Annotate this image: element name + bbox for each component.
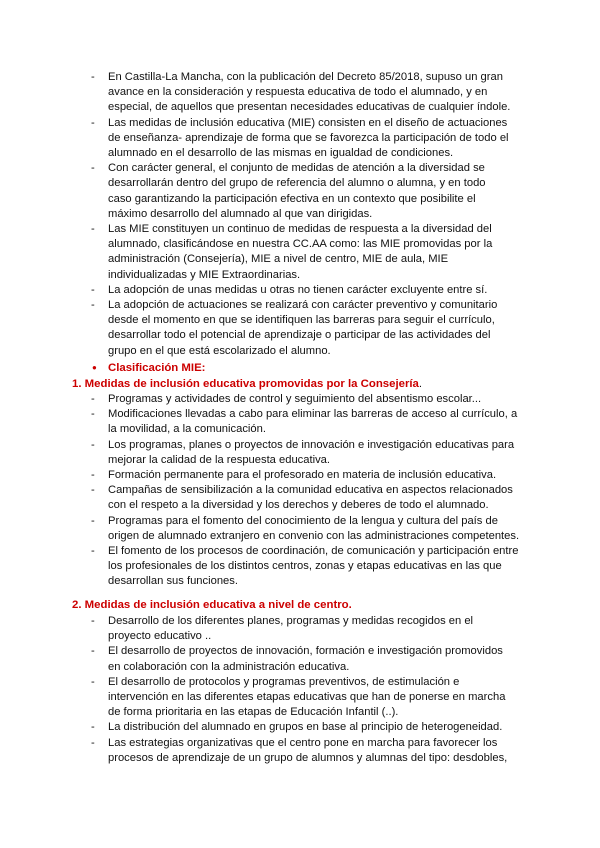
- list-item: [0, 468, 600, 483]
- list-item: [0, 161, 600, 222]
- list-item-text: Las MIE constituyen un continuo de medidas de respuesta a la diversidad del alumnado, clasificándose en nuestra CC.AA como: las MIE promovidas por la administración (Consejería), MIE a nivel de centro, MIE de aula, MIE individualizadas y MIE Extraordinarias.: [108, 223, 493, 281]
- list-item-text: Desarrollo de los diferentes planes, programas y medidas recogidos en el proyecto educativo ..: [108, 615, 474, 643]
- list-item-text: La adopción de unas medidas u otras no tienen carácter excluyente entre sí.: [108, 283, 488, 296]
- list-item-text: Las estrategias organizativas que el centro pone en marcha para favorecer los procesos de aprendizaje de un grupo de alumnos y alumnas del tipo: desdobles,: [108, 736, 508, 764]
- dash-bullet: -: [91, 223, 95, 236]
- list-item-text: Los programas, planes o proyectos de innovación e investigación educativas para mejorar la calidad de la respuesta educativa.: [108, 438, 515, 466]
- dash-bullet: -: [91, 408, 95, 421]
- list-item-text: Campañas de sensibilización a la comunidad educativa en aspectos relacionados con el respeto a la diversidad y los derechos y deberes de todo el alumnado.: [108, 484, 513, 512]
- dash-bullet: -: [91, 514, 95, 527]
- dash-bullet: -: [91, 393, 95, 405]
- list-item: [0, 222, 600, 283]
- list-item: [0, 116, 600, 162]
- list-item-text: Formación permanente para el profesorado en materia de inclusión educativa.: [108, 469, 497, 482]
- list-item-text: Las medidas de inclusión educativa (MIE) consisten en el diseño de actuaciones de enseñanza- aprendizaje de forma que se favorezca la participación de todo el alumnado en el desarrollo de las mismas en igualdad de condiciones.: [108, 116, 509, 160]
- section1-heading: [72, 377, 422, 392]
- red-bullet-icon: ●: [92, 363, 97, 372]
- section2-heading: [72, 598, 352, 613]
- list-item-text: El desarrollo de proyectos de innovación, formación e investigación promovidos en colaboración con la administración educativa.: [108, 645, 503, 673]
- list-item-text: Programas para el fomento del conocimiento de la lengua y cultura del país de origen de alumnado extranjero en convenio con las administraciones competentes.: [108, 514, 520, 542]
- list-item: [0, 298, 600, 359]
- dash-bullet: -: [91, 283, 95, 296]
- dash-bullet: -: [91, 469, 95, 482]
- dash-bullet: -: [91, 645, 95, 658]
- list-item: [0, 407, 600, 437]
- list-item: [0, 675, 600, 721]
- dash-bullet: -: [91, 438, 95, 451]
- section1-list: [0, 392, 600, 590]
- section2-list: [0, 614, 600, 766]
- list-item: [0, 644, 600, 674]
- list-item-text: La adopción de actuaciones se realizará con carácter preventivo y comunitario desde el momento en que se identifiquen las barreras para seguir el currículo, desarrollar todo el potencial de aprendizaje o participar de las actividades del grupo en el que está escolarizado el alumno.: [108, 299, 498, 357]
- dash-bullet: -: [91, 71, 95, 83]
- dash-bullet: -: [91, 675, 95, 688]
- list-item-text: Modificaciones llevadas a cabo para eliminar las barreras de acceso al currículo, a la movilidad, a la comunicación.: [108, 408, 518, 436]
- classification-heading: [92, 360, 205, 376]
- dash-bullet: -: [91, 484, 95, 497]
- list-item: [0, 544, 600, 590]
- section1-title-period: .: [418, 378, 423, 390]
- list-item-text: El fomento de los procesos de coordinación, de comunicación y participación entre los profesionales de los distintos centros, zonas y etapas educativas en las que desarrollan sus funciones.: [108, 545, 519, 588]
- list-item-text: La distribución del alumnado en grupos en base al principio de heterogeneidad.: [108, 721, 503, 734]
- list-item: [0, 720, 600, 735]
- list-item: [0, 283, 600, 298]
- dash-bullet: -: [91, 299, 95, 312]
- intro-list: [0, 70, 600, 359]
- dash-bullet: -: [91, 736, 95, 749]
- list-item: [0, 70, 600, 116]
- list-item: [0, 483, 600, 513]
- dash-bullet: -: [91, 162, 95, 175]
- list-item-text: El desarrollo de protocolos y programas preventivos, de estimulación e intervención en las diferentes etapas educativas que han de ponerse en marcha de forma prioritaria en las etapas de Educación Infantil (..).: [108, 675, 506, 719]
- dash-bullet: -: [91, 116, 95, 129]
- dash-bullet: -: [91, 545, 95, 558]
- list-item: [0, 514, 600, 544]
- list-item-text: En Castilla-La Mancha, con la publicación del Decreto 85/2018, supuso un gran avance en la consideración y respuesta educativa de todo el alumnado, y en especial, de aquellos que presentan necesidades educativas de cualquier índole.: [108, 71, 511, 114]
- list-item-text: Con carácter general, el conjunto de medidas de atención a la diversidad se desarrollarán dentro del grupo de referencia del alumno o alumna, y en todo caso garantizando la participación efectiva en un contexto que posibilite el máximo desarrollo del alumnado al que van dirigidas.: [108, 162, 486, 220]
- list-item: [0, 614, 600, 644]
- section1-title: 1. Medidas de inclusión educativa promovidas por la Consejería: [72, 378, 419, 390]
- list-item: [0, 438, 600, 468]
- classification-title: Clasificación MIE:: [108, 362, 206, 374]
- dash-bullet: -: [91, 615, 95, 627]
- section2-title: 2. Medidas de inclusión educativa a nivel de centro.: [72, 599, 352, 611]
- list-item: [0, 736, 600, 766]
- list-item: [0, 392, 600, 407]
- list-item-text: Programas y actividades de control y seguimiento del absentismo escolar...: [108, 393, 482, 405]
- dash-bullet: -: [91, 721, 95, 734]
